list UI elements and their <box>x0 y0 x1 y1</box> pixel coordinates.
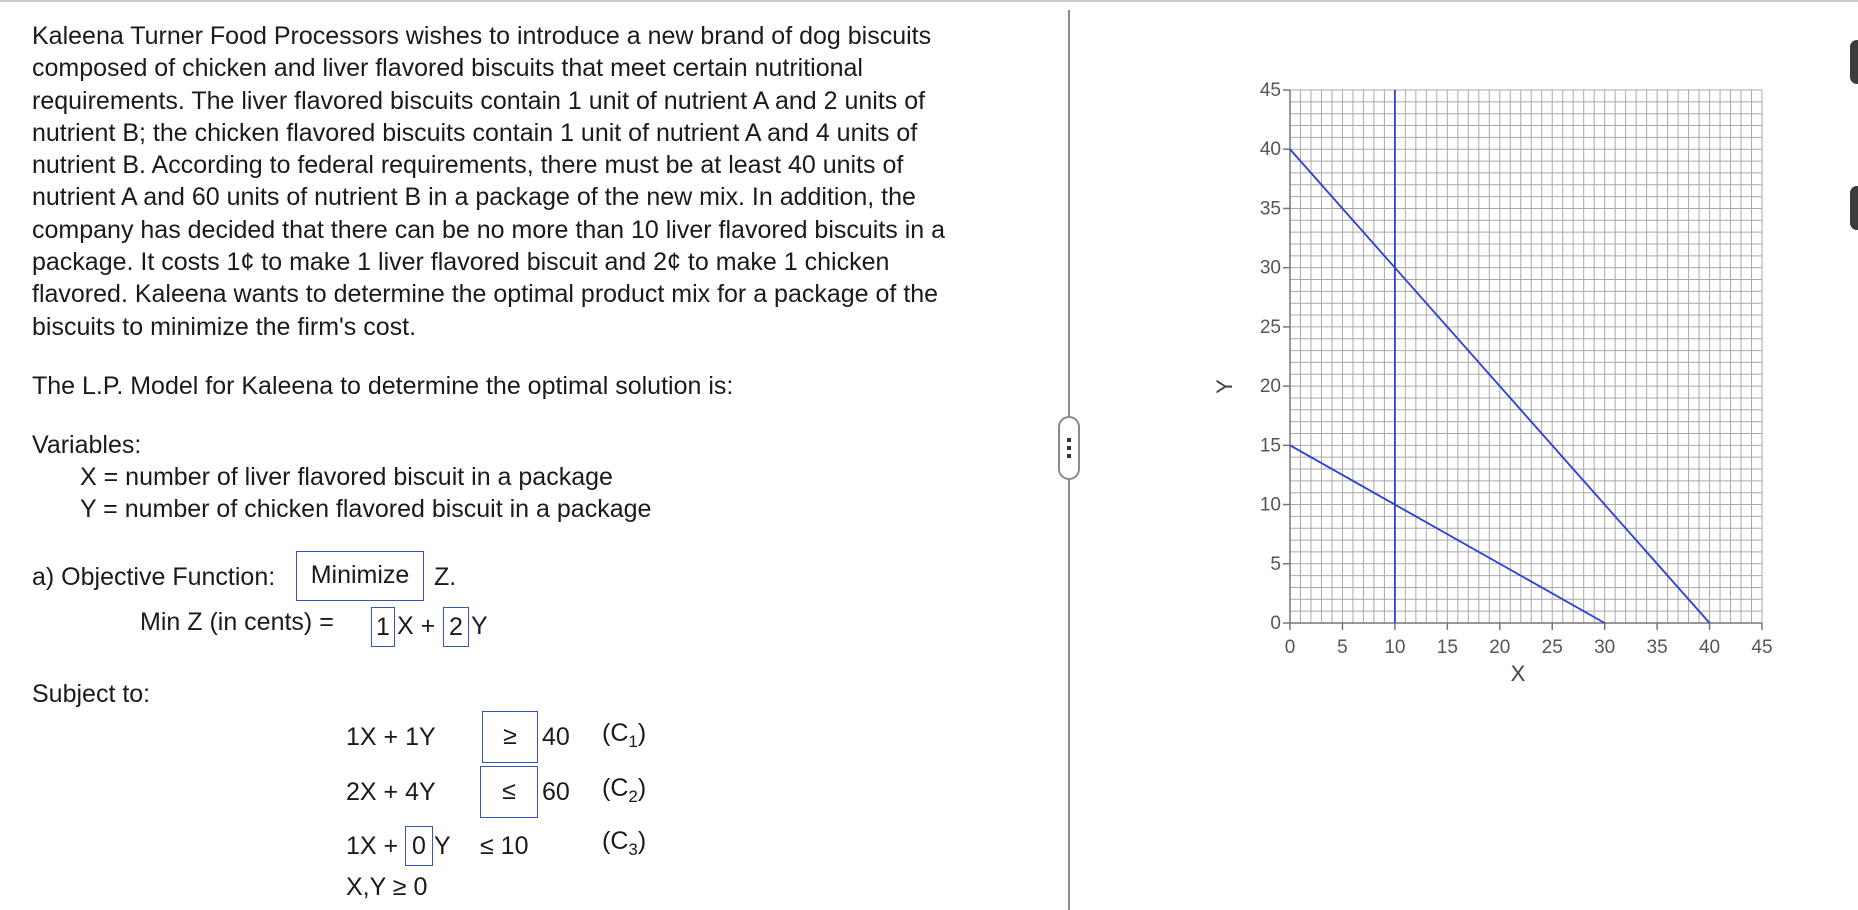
x-tick-label: 45 <box>1751 637 1773 658</box>
variable-y-definition: Y = number of chicken flavored biscuit in a package <box>80 495 652 523</box>
y-tick-label: 15 <box>1259 435 1281 457</box>
right-edge-tab[interactable] <box>1850 40 1858 84</box>
x-tick-label: 35 <box>1646 637 1668 658</box>
objective-suffix: Z. <box>434 563 457 591</box>
x-tick-label: 5 <box>1337 637 1348 658</box>
problem-line: package. It costs 1¢ to make 1 liver flavored biscuit and 2¢ to make 1 chicken <box>32 248 890 277</box>
problem-line: nutrient B. According to federal requirements, there must be at least 40 units of <box>32 151 904 180</box>
y-tick-label: 30 <box>1259 257 1281 279</box>
y-tick-label: 10 <box>1259 494 1281 516</box>
pane-resize-handle[interactable] <box>1058 416 1080 480</box>
objective-type-answer-box[interactable]: Minimize <box>296 551 424 601</box>
x-tick-label: 10 <box>1384 637 1406 658</box>
handle-dot <box>1067 446 1071 450</box>
coefficient-y-answer-box[interactable]: 2 <box>443 607 469 647</box>
constraint-2-sign-answer-box[interactable]: ≤ <box>480 766 538 818</box>
subject-to-heading: Subject to: <box>32 680 151 708</box>
objective-label: a) Objective Function: <box>32 563 276 591</box>
problem-line: company has decided that there can be no more than 10 liver flavored biscuits in a <box>32 215 946 244</box>
x-tick-label: 40 <box>1698 637 1721 658</box>
x-tick-label: 20 <box>1489 637 1511 658</box>
coefficient-x-answer-box[interactable]: 1 <box>371 607 395 647</box>
non-negativity-constraint: X,Y ≥ 0 <box>346 873 428 901</box>
constraint-1-label: $(C_1)$ <box>602 719 647 751</box>
problem-line: Kaleena Turner Food Processors wishes to introduce a new brand of dog biscuits <box>32 22 932 50</box>
constraint-2-label: $(C_2)$ <box>602 774 647 806</box>
lp-graph <box>1210 70 1850 715</box>
x-tick-label: 15 <box>1436 637 1458 658</box>
problem-line: composed of chicken and liver flavored biscuits that meet certain nutritional <box>32 54 863 83</box>
problem-statement <box>32 20 1032 343</box>
objective-x-term: X + <box>397 612 436 640</box>
model-intro: The L.P. Model for Kaleena to determine the optimal solution is: <box>32 372 734 400</box>
constraint-1-rhs: 40 <box>542 723 570 751</box>
top-border <box>0 0 1858 2</box>
constraint-2-rhs: 60 <box>542 778 570 806</box>
y-tick-label: 5 <box>1270 553 1281 575</box>
x-axis-title: X <box>1510 661 1526 686</box>
problem-line: requirements. The liver flavored biscuits contain 1 unit of nutrient A and 2 units of <box>32 86 926 115</box>
variable-x-definition: X = number of liver flavored biscuit in a package <box>80 463 613 491</box>
constraint-1-lhs: 1X + 1Y <box>346 723 436 751</box>
y-axis-title: Y <box>1212 379 1237 394</box>
problem-line: biscuits to minimize the firm's cost. <box>32 312 417 341</box>
y-tick-label: 25 <box>1259 316 1281 338</box>
constraint-3-lhs-b: Y <box>434 832 451 860</box>
min-z-prefix: Min Z (in cents) = <box>140 608 334 636</box>
constraint-3-label: $(C_3)$ <box>602 827 647 859</box>
constraint-3-lhs-a: 1X + <box>346 832 399 860</box>
constraint-2-lhs: 2X + 4Y <box>346 778 436 806</box>
x-tick-label: 30 <box>1594 637 1616 658</box>
question-pane <box>32 20 1032 343</box>
problem-line: nutrient A and 60 units of nutrient B in a package of the new mix. In addition, the <box>32 183 916 212</box>
y-tick-label: 35 <box>1259 198 1281 220</box>
constraint-3-rhs: ≤ 10 <box>480 832 529 860</box>
x-tick-label: 0 <box>1284 637 1296 658</box>
constraint-3-coefficient-answer-box[interactable]: 0 <box>405 826 433 866</box>
lp-graph-svg <box>1210 70 1850 710</box>
variables-heading: Variables: <box>32 431 142 459</box>
handle-dot <box>1067 438 1071 442</box>
problem-line: nutrient B; the chicken flavored biscuits contain 1 unit of nutrient A and 4 units of <box>32 118 918 147</box>
constraint-1-sign-answer-box[interactable]: ≥ <box>482 711 538 763</box>
handle-dot <box>1067 454 1071 458</box>
right-edge-tab[interactable] <box>1850 186 1858 230</box>
y-tick-label: 45 <box>1259 80 1281 101</box>
problem-line: flavored. Kaleena wants to determine the optimal product mix for a package of the <box>32 280 939 309</box>
objective-y-term: Y <box>471 612 488 640</box>
x-tick-label: 25 <box>1541 637 1563 658</box>
y-tick-label: 0 <box>1270 613 1281 634</box>
y-tick-label: 20 <box>1259 376 1281 398</box>
y-tick-label: 40 <box>1259 139 1281 161</box>
